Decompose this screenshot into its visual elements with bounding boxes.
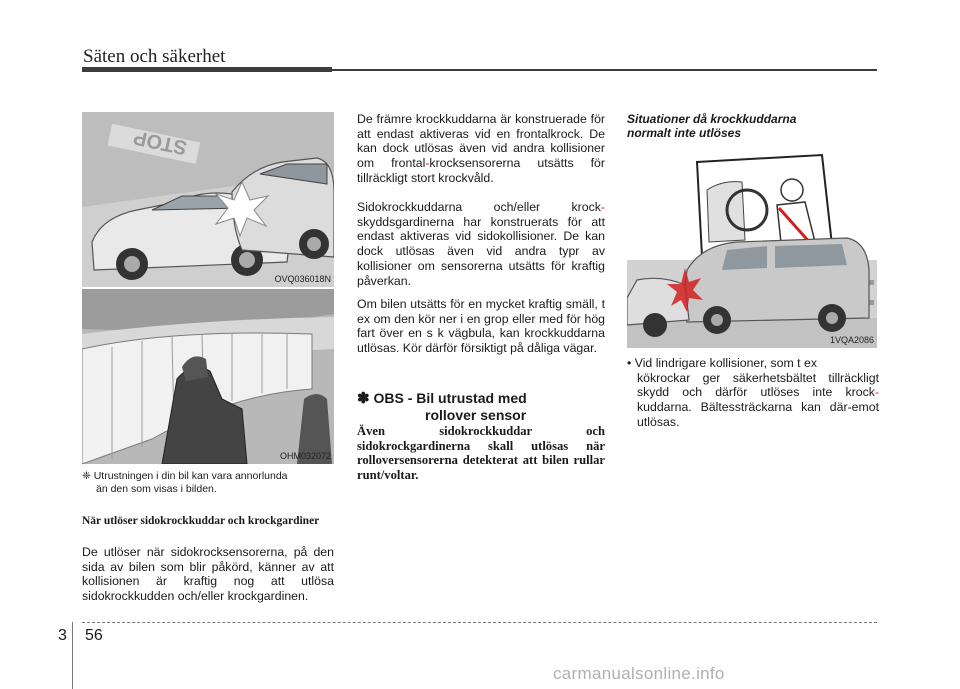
bullet-text-b: kuddarna. Bältessträckarna kan där-emot utlösas. [637, 400, 879, 429]
front-airbag-text-a: De främre krockkuddarna är konstruerade för att endast aktiveras vid en frontalkrock. De kan dock utlösas även vid andra kollisioner om frontal [357, 112, 605, 171]
page-number: 56 [85, 627, 103, 644]
hyphen-mark: - [874, 385, 879, 400]
note-line-2: än den som visas i bilden. [96, 483, 217, 495]
figure-rear-end-collision [627, 150, 877, 348]
hyphen-mark: - [600, 200, 605, 214]
figure-side-collision [82, 112, 334, 287]
road-stop-marking: STOP [131, 125, 190, 159]
footer-divider [72, 622, 73, 689]
note-line-1: ❈ Utrustningen i din bil kan vara annorlunda [82, 470, 288, 482]
header-rule-thick [82, 67, 332, 72]
side-curtain-text-a: Sidokrockkuddarna och/eller krock [357, 200, 601, 214]
front-airbag-text-b: krocksensorerna utsätts för tillräckligt stort krockvåld. [357, 156, 605, 185]
curtain-airbag-illustration [82, 289, 334, 464]
obs-label: OBS - [373, 390, 413, 406]
situations-heading-line-2: normalt inte utlöses [627, 126, 742, 140]
section-subheading: När utlöser sidokrockkuddar och krockgardiner [82, 515, 320, 527]
header-rule-thin [332, 69, 877, 71]
footer-rule [82, 622, 877, 623]
side-curtain-paragraph [357, 200, 605, 288]
figure-code: OVQ036018N [274, 274, 331, 284]
hyphen-mark: - [425, 156, 430, 171]
equipment-note [82, 470, 334, 496]
obs-title-line-2: rollover sensor [425, 407, 527, 423]
figure-code: 1VQA2086 [829, 335, 874, 345]
bullet-first-line: • Vid lindrigare kollisioner, som t ex [627, 356, 817, 370]
obs-heading [357, 390, 607, 423]
side-collision-illustration [82, 112, 334, 287]
figure-code: OHM032072 [279, 451, 331, 461]
minor-collision-bullet [627, 356, 879, 430]
rear-end-collision-illustration [627, 150, 877, 348]
figure-curtain-airbag [82, 289, 334, 464]
bullet-continuation [627, 371, 879, 430]
page-header-title: Säten och säkerhet [83, 46, 226, 67]
side-curtain-text-b: skyddsgardinerna har konstruerats för att endast aktiveras vid sidokollisioner. De kan dock utlösas även vid andra typr av kollisioner om sensorerna utsätts för kraftig påverkan. [357, 214, 605, 288]
front-airbag-paragraph [357, 112, 605, 186]
bullet-text-a: kökrockar ger säkerhetsbältet tillräckligt skydd och därför utlöses inte krock [637, 370, 879, 400]
side-airbag-paragraph: De utlöser när sidokrocksensorerna, på den sida av bilen som blir påkörd, känner av att kollisionen är kraftig nog att utlösa sidokrockkudden och/eller krockgardinen. [82, 545, 334, 604]
section-number: 3 [58, 627, 67, 644]
situations-heading-line-1: Situationer då krockkuddarna [627, 112, 797, 126]
situations-heading [627, 112, 877, 140]
watermark: carmanualsonline.info [553, 664, 725, 683]
obs-body: Även sidokrockkuddar och sidokrockgardinerna skall utlösas när rolloversensorerna detekterat att bilen rullar runt/voltar. [357, 424, 605, 482]
bad-roads-paragraph: Om bilen utsätts för en mycket kraftig smäll, t ex om den kör ner i en grop eller med för hög fart över en s k vägbula, kan krockkuddarna utlösas. Kör därför försiktigt på dåliga vägar. [357, 297, 605, 356]
obs-title-line-1: Bil utrustad med [416, 390, 527, 406]
note-star-icon: ✽ [357, 390, 370, 407]
